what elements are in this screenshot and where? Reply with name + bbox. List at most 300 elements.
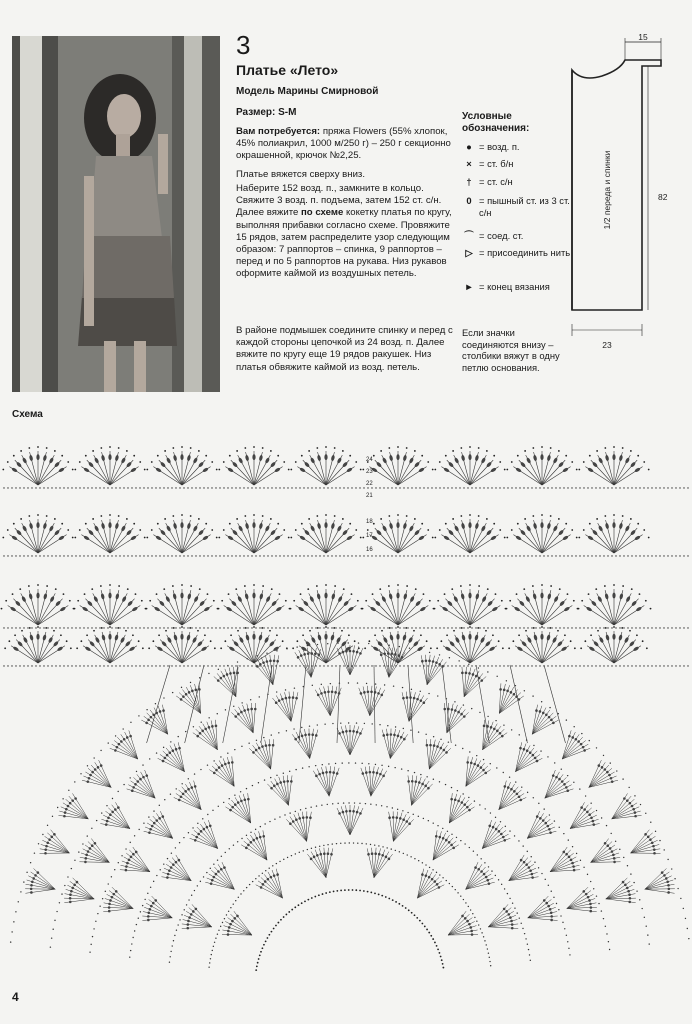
stitch-mark — [310, 858, 313, 861]
stitch-mark — [488, 866, 489, 867]
stitch-mark — [266, 653, 267, 654]
stitch-mark — [273, 928, 275, 930]
stitch-mark — [395, 901, 397, 903]
stitch-mark — [211, 665, 212, 666]
stitch-mark — [202, 467, 209, 473]
stitch-mark — [547, 593, 552, 600]
stitch-mark — [253, 446, 255, 448]
stitch-mark — [55, 665, 56, 666]
stitch-mark — [650, 822, 651, 823]
stitch-mark — [539, 555, 540, 556]
stitch-mark — [129, 777, 130, 778]
stitch-mark — [348, 642, 349, 643]
stitch-mark — [395, 850, 396, 851]
stitch-mark — [414, 772, 415, 773]
stitch-mark — [290, 469, 292, 471]
stitch-mark — [311, 733, 314, 736]
stitch-mark — [261, 745, 264, 748]
stitch-mark — [510, 691, 513, 694]
stitch-mark — [265, 744, 268, 747]
stitch-mark — [565, 523, 567, 525]
stitch-mark — [431, 487, 432, 488]
stitch-mark — [489, 961, 490, 962]
stitch-mark — [394, 767, 395, 768]
stitch-mark — [252, 785, 253, 786]
stitch-mark — [580, 806, 583, 809]
stitch-mark — [73, 608, 75, 610]
stitch-mark — [279, 861, 280, 862]
stitch-mark — [369, 771, 372, 774]
stitch-mark — [287, 665, 288, 666]
stitch-mark — [190, 447, 192, 449]
stitch-mark — [683, 487, 684, 488]
stitch-mark — [223, 802, 224, 803]
stitch-mark — [635, 665, 636, 666]
stitch-mark — [270, 876, 273, 879]
stitch-mark — [639, 487, 640, 488]
stitch-mark — [184, 790, 187, 793]
stitch-mark — [11, 627, 12, 628]
stitch-mark — [301, 902, 303, 904]
stitch-mark — [630, 830, 649, 853]
stitch-mark — [527, 665, 528, 666]
stitch-mark — [503, 908, 506, 911]
stitch-mark — [15, 627, 16, 628]
stitch-mark — [310, 729, 314, 759]
stitch-mark — [128, 859, 131, 862]
stitch-mark — [170, 951, 171, 952]
stitch-mark — [610, 762, 611, 763]
stitch-mark — [315, 734, 318, 737]
stitch-mark — [633, 646, 640, 652]
stitch-mark — [332, 803, 333, 804]
stitch-mark — [321, 804, 322, 805]
stitch-mark — [218, 537, 220, 539]
stitch-mark — [258, 875, 259, 876]
stitch-mark — [525, 630, 527, 632]
stitch-mark — [443, 487, 444, 488]
stitch-mark — [440, 956, 442, 958]
instructions-text-b: кокетку платья по кругу, выполняя прибавки согласно схеме. Провяжите 15 рядов, затем распределите узор следующим образом: 7 раппортов – спинка, 9 раппортов – перед и по 5 раппортов на рукава. Низ рукавов оформите каймой из воздушных петель. — [236, 207, 452, 280]
stitch-mark — [140, 911, 141, 912]
stitch-mark — [461, 523, 466, 530]
stitch-mark — [97, 913, 98, 914]
stitch-mark — [114, 634, 119, 641]
stitch-mark — [379, 487, 380, 488]
stitch-mark — [565, 786, 568, 789]
stitch-mark — [344, 842, 345, 843]
stitch-mark — [71, 868, 72, 869]
stitch-mark — [343, 588, 345, 590]
stitch-mark — [635, 627, 636, 628]
stitch-mark — [239, 637, 245, 644]
stitch-mark — [515, 535, 522, 541]
stitch-mark — [286, 730, 287, 731]
stitch-mark — [534, 862, 535, 863]
stitch-mark — [137, 774, 155, 798]
stitch-mark — [142, 764, 143, 765]
stitch-mark — [83, 665, 84, 666]
stitch-mark — [181, 446, 183, 448]
stitch-mark — [596, 450, 598, 452]
stitch-mark — [674, 878, 675, 879]
stitch-mark — [339, 682, 340, 683]
stitch-mark — [46, 515, 48, 517]
stitch-mark — [49, 457, 55, 464]
stitch-mark — [580, 647, 582, 649]
stitch-mark — [115, 665, 116, 666]
stitch-mark — [231, 806, 234, 809]
stitch-mark — [479, 555, 480, 556]
stitch-mark — [528, 866, 531, 869]
stitch-mark — [289, 771, 290, 772]
stitch-mark — [599, 627, 600, 628]
stitch-mark — [351, 555, 352, 556]
stitch-mark — [357, 843, 358, 844]
stitch-mark — [95, 637, 101, 644]
stitch-mark — [425, 874, 428, 877]
stitch-mark — [235, 665, 236, 666]
stitch-mark — [50, 836, 53, 839]
stitch-mark — [470, 909, 471, 910]
stitch-mark — [631, 555, 632, 556]
stitch-mark — [208, 967, 209, 968]
stitch-mark — [63, 555, 64, 556]
stitch-mark — [4, 647, 6, 649]
stitch-mark — [324, 522, 327, 528]
stitch-mark — [129, 646, 136, 652]
stitch-mark — [240, 711, 243, 714]
stitch-mark — [286, 648, 287, 649]
stitch-mark — [447, 712, 469, 733]
stitch-mark — [111, 665, 112, 666]
stitch-mark — [85, 854, 88, 857]
stitch-mark — [613, 584, 615, 586]
stitch-mark — [611, 487, 612, 488]
stitch-mark — [236, 450, 238, 452]
stitch-mark — [166, 754, 169, 757]
stitch-mark — [131, 781, 156, 798]
stitch-mark — [115, 487, 116, 488]
stitch-mark — [427, 627, 428, 628]
stitch-mark — [334, 447, 336, 449]
stitch-mark — [386, 806, 387, 807]
stitch-mark — [553, 525, 559, 532]
stitch-mark — [590, 816, 593, 819]
stitch-mark — [596, 518, 598, 520]
stitch-mark — [83, 535, 90, 541]
stitch-mark — [389, 812, 394, 842]
stitch-mark — [32, 877, 35, 880]
stitch-mark — [483, 665, 484, 666]
stitch-mark — [351, 627, 352, 628]
stitch-mark — [364, 647, 366, 649]
stitch-mark — [327, 690, 330, 693]
stitch-mark — [348, 682, 349, 683]
stitch-mark — [583, 627, 584, 628]
stitch-mark — [591, 487, 592, 488]
stitch-mark — [532, 716, 556, 734]
stitch-mark — [411, 689, 412, 690]
stitch-mark — [589, 765, 609, 787]
stitch-mark — [66, 640, 68, 642]
stitch-mark — [667, 665, 668, 666]
stitch-mark — [264, 880, 267, 883]
stitch-mark — [413, 697, 416, 700]
stitch-mark — [570, 811, 594, 828]
stitch-mark — [167, 627, 168, 628]
stitch-mark — [516, 593, 518, 595]
stitch-mark — [519, 665, 520, 666]
stitch-mark — [304, 900, 306, 902]
stitch-mark — [562, 535, 569, 541]
stitch-mark — [389, 455, 394, 462]
stitch-mark — [317, 523, 322, 530]
stitch-mark — [153, 881, 154, 882]
stitch-mark — [248, 742, 249, 743]
stitch-mark — [325, 584, 327, 586]
stitch-mark — [252, 454, 255, 460]
stitch-mark — [578, 469, 580, 471]
stitch-mark — [288, 775, 292, 805]
stitch-mark — [179, 842, 180, 843]
stitch-mark — [639, 627, 640, 628]
stitch-mark — [275, 627, 276, 628]
stitch-mark — [401, 656, 404, 659]
stitch-mark — [387, 729, 391, 759]
stitch-mark — [595, 588, 597, 590]
stitch-mark — [402, 697, 405, 700]
stitch-mark — [435, 487, 436, 488]
stitch-mark — [451, 627, 452, 628]
stitch-mark — [59, 555, 60, 556]
stitch-mark — [117, 806, 120, 809]
stitch-mark — [517, 646, 524, 652]
stitch-mark — [2, 537, 4, 539]
stitch-mark — [95, 921, 96, 922]
stitch-mark — [439, 627, 440, 628]
stitch-mark — [264, 823, 265, 824]
stitch-mark — [231, 761, 234, 764]
stitch-mark — [42, 634, 47, 641]
stitch-mark — [655, 665, 656, 666]
stitch-mark — [391, 848, 392, 849]
stitch-mark — [69, 893, 72, 896]
stitch-mark — [135, 555, 136, 556]
stitch-mark — [263, 555, 264, 556]
stitch-mark — [323, 845, 324, 846]
stitch-mark — [131, 627, 132, 628]
stitch-mark — [516, 793, 519, 796]
stitch-mark — [286, 780, 289, 783]
stitch-mark — [411, 665, 412, 666]
stitch-mark — [335, 665, 336, 666]
stitch-mark — [61, 893, 62, 894]
stitch-mark — [276, 650, 277, 651]
stitch-mark — [526, 525, 532, 532]
stitch-mark — [151, 555, 152, 556]
stitch-mark — [255, 627, 256, 628]
stitch-mark — [527, 637, 533, 644]
stitch-mark — [468, 923, 471, 926]
stitch-mark — [659, 840, 660, 841]
stitch-mark — [527, 792, 528, 793]
stitch-mark — [589, 910, 592, 913]
stitch-mark — [83, 555, 84, 556]
stitch-mark — [299, 535, 306, 541]
stitch-mark — [27, 627, 28, 628]
stitch-mark — [245, 523, 250, 530]
stitch-mark — [433, 835, 450, 860]
stitch-mark — [615, 555, 616, 556]
stitch-mark — [355, 529, 357, 531]
stitch-mark — [543, 487, 544, 488]
stitch-mark — [227, 627, 228, 628]
stitch-mark — [480, 928, 481, 929]
stitch-mark — [316, 805, 317, 806]
stitch-mark — [588, 899, 591, 902]
stitch-mark — [559, 827, 560, 828]
stitch-mark — [359, 627, 360, 628]
stitch-mark — [308, 733, 311, 736]
stitch-mark — [336, 637, 342, 644]
stitch-mark — [495, 817, 496, 818]
stitch-mark — [296, 640, 298, 642]
stitch-mark — [180, 634, 183, 640]
stitch-mark — [411, 487, 412, 488]
stitch-mark — [19, 627, 20, 628]
stitch-mark — [397, 735, 400, 738]
stitch-mark — [319, 487, 320, 488]
stitch-mark — [531, 555, 532, 556]
stitch-mark — [228, 911, 229, 912]
stitch-mark — [462, 793, 463, 794]
stitch-mark — [625, 525, 631, 532]
stitch-mark — [68, 790, 69, 791]
stitch-mark — [155, 487, 156, 488]
stitch-mark — [361, 843, 362, 844]
stitch-mark — [201, 721, 202, 722]
stitch-mark — [341, 630, 343, 632]
stitch-mark — [501, 884, 502, 885]
stitch-mark — [576, 537, 578, 539]
stitch-mark — [472, 673, 475, 676]
stitch-mark — [259, 663, 262, 666]
stitch-mark — [598, 764, 601, 767]
stitch-mark — [163, 751, 185, 772]
stitch-mark — [498, 879, 499, 880]
stitch-mark — [623, 665, 624, 666]
stitch-mark — [411, 912, 413, 914]
stitch-mark — [91, 555, 92, 556]
stitch-mark — [302, 767, 303, 768]
stitch-mark — [117, 627, 119, 629]
stitch-mark — [271, 588, 273, 590]
stitch-mark — [63, 665, 64, 666]
stitch-mark — [601, 766, 604, 769]
stitch-mark — [57, 807, 58, 808]
stitch-mark — [164, 450, 166, 452]
stitch-mark — [51, 487, 52, 488]
stitch-mark — [498, 640, 500, 642]
stitch-mark — [447, 831, 448, 832]
stitch-mark — [399, 817, 402, 820]
stitch-mark — [675, 627, 676, 628]
stitch-mark — [39, 487, 40, 488]
stitch-mark — [170, 866, 173, 869]
stitch-mark — [562, 734, 579, 759]
stitch-mark — [236, 915, 239, 918]
stitch-mark — [139, 461, 141, 463]
stitch-mark — [12, 593, 14, 595]
stitch-mark — [276, 783, 279, 786]
stitch-mark — [209, 824, 212, 827]
stitch-mark — [591, 555, 592, 556]
stitch-mark — [235, 627, 236, 628]
stitch-mark — [515, 627, 516, 628]
stitch-mark — [659, 627, 660, 628]
stitch-mark — [424, 926, 426, 928]
stitch-mark — [418, 816, 419, 817]
stitch-mark — [603, 555, 604, 556]
stitch-mark — [91, 844, 94, 847]
stitch-mark — [348, 802, 349, 803]
stitch-mark — [468, 797, 469, 798]
stitch-mark — [528, 918, 558, 921]
stitch-mark — [403, 523, 408, 530]
stitch-mark — [367, 853, 370, 856]
stitch-mark — [469, 847, 470, 848]
stitch-mark — [113, 893, 116, 896]
stitch-mark — [420, 691, 421, 692]
stitch-mark — [15, 555, 16, 556]
stitch-mark — [540, 634, 543, 640]
stitch-mark — [11, 931, 12, 932]
stitch-mark — [523, 861, 526, 864]
stitch-mark — [551, 555, 552, 556]
stitch-mark — [533, 634, 538, 641]
stitch-mark — [221, 764, 224, 767]
stitch-mark — [517, 455, 519, 457]
stitch-mark — [460, 585, 462, 587]
stitch-mark — [647, 555, 648, 556]
stitch-mark — [135, 487, 136, 488]
stitch-mark — [623, 797, 626, 800]
stitch-mark — [632, 808, 635, 811]
stitch-mark — [274, 535, 281, 541]
stitch-mark — [477, 854, 478, 855]
stitch-mark — [20, 891, 21, 892]
stitch-mark — [127, 665, 128, 666]
stitch-mark — [144, 537, 146, 539]
stitch-mark — [218, 864, 234, 889]
stitch-mark — [499, 732, 502, 735]
stitch-mark — [303, 555, 304, 556]
stitch-mark — [485, 808, 486, 809]
stitch-mark — [668, 888, 671, 891]
stitch-mark — [87, 487, 88, 488]
stitch-mark — [598, 903, 599, 904]
stitch-mark — [599, 665, 600, 666]
stitch-mark — [687, 928, 688, 929]
stitch-mark — [477, 764, 480, 767]
stitch-mark — [155, 712, 158, 715]
stitch-mark — [551, 487, 552, 488]
stitch-mark — [557, 630, 559, 632]
stitch-mark — [262, 661, 265, 664]
stitch-mark — [193, 596, 199, 603]
stitch-mark — [338, 652, 341, 655]
